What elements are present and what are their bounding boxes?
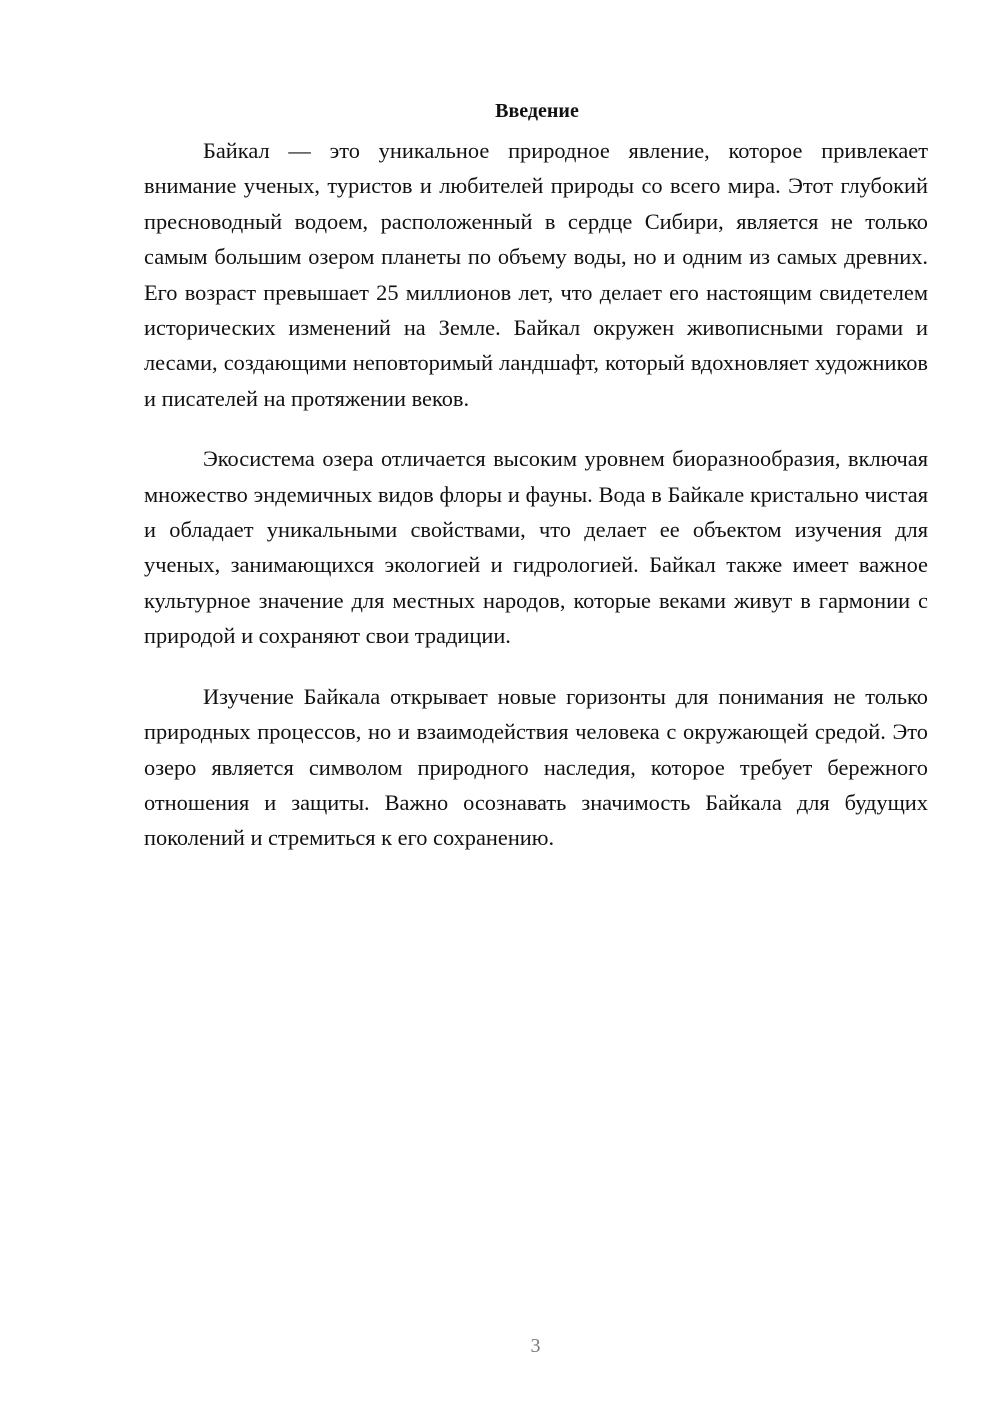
page-content bbox=[144, 94, 928, 881]
section-title: Введение bbox=[495, 100, 579, 122]
page-number: 3 bbox=[530, 1335, 541, 1357]
paragraph-2: Экосистема озера отличается высоким уровнем биоразнообразия, включая множество эндемичных видов флоры и фауны. Вода в Байкале кристально чистая и обладает уникальными свойствами, что делает ее объектом изучения для ученых, занимающихся экологией и гидрологией. Байкал также имеет важное культурное значение для местных народов, которые веками живут в гармонии с природой и сохраняют свои традиции. bbox=[144, 446, 928, 649]
paragraph-1: Байкал — это уникальное природное явление, которое привлекает внимание ученых, туристов и любителей природы со всего мира. Этот глубокий пресноводный водоем, расположенный в сердце Сибири, является не только самым большим озером планеты по объему воды, но и одним из самых древних. Его возраст превышает 25 миллионов лет, что делает его настоящим свидетелем исторических изменений на Земле. Байкал окружен живописными горами и лесами, создающими неповторимый ландшафт, который вдохновляет художников и писателей на протяжении веков. bbox=[144, 138, 928, 411]
paragraph-3: Изучение Байкала открывает новые горизонты для понимания не только природных процессов, но и взаимодействия человека с окружающей средой. Это озеро является символом природного наследия, которое требует бережного отношения и защиты. Важно осознавать значимость Байкала для будущих поколений и стремиться к его сохранению. bbox=[144, 683, 928, 851]
